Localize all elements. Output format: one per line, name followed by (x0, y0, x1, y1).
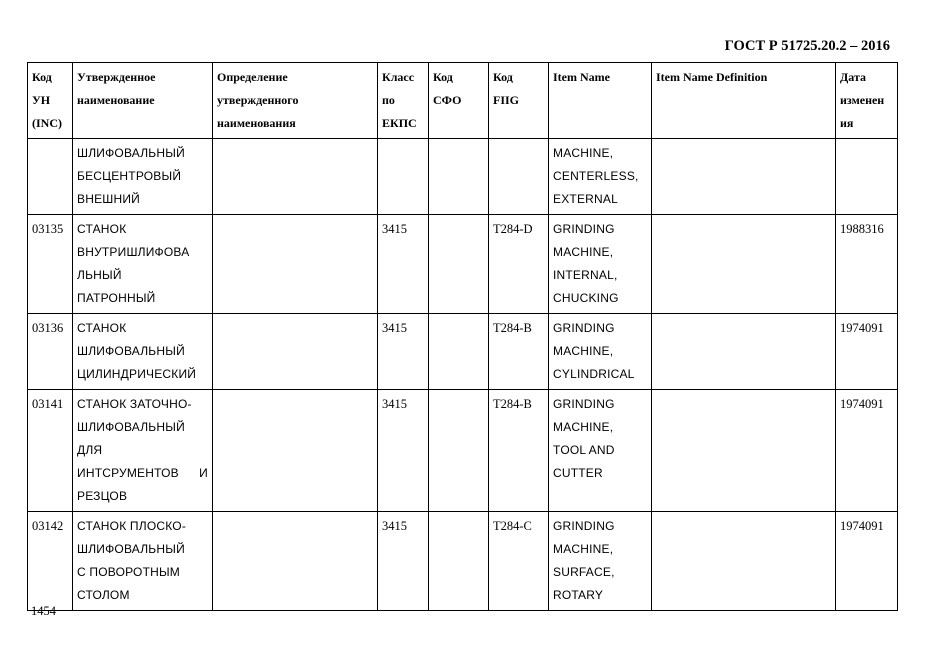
cell-line: ROTARY (553, 588, 604, 602)
approved-name-cell (73, 215, 213, 314)
header-change-date (836, 63, 898, 139)
header-inc-code (28, 63, 73, 139)
cell-line: CYLINDRICAL (553, 367, 635, 381)
cell-line: GRINDING (553, 519, 615, 533)
header-line: СФО (433, 93, 462, 107)
change-date-cell (836, 139, 898, 215)
cell-line: ПАТРОННЫЙ (77, 291, 156, 305)
cell-line: ИНТСРУМЕНТОВ И (77, 466, 208, 480)
approved-name-cell (73, 390, 213, 512)
cell-line: MACHINE, (553, 542, 614, 556)
header-line: Код (493, 70, 513, 84)
cell-line: С ПОВОРОТНЫМ (77, 565, 180, 579)
cell-line: CUTTER (553, 466, 603, 480)
approved-name-cell (73, 139, 213, 215)
header-line: утвержденного (217, 93, 299, 107)
cell-line: CHUCKING (553, 291, 619, 305)
approved-name-cell (73, 512, 213, 611)
cell-line: СТАНОК ПЛОСКО- (77, 519, 187, 533)
header-class (378, 63, 429, 139)
table-row (28, 215, 898, 314)
approved-name-cell (73, 314, 213, 390)
fiig-code-cell (489, 139, 549, 215)
header-line: Определение (217, 70, 288, 84)
header-row (28, 63, 898, 139)
cell-line: MACHINE, (553, 146, 614, 160)
header-line: FIIG (493, 93, 520, 107)
class-cell: 3415 (378, 390, 429, 512)
header-line: ия (840, 116, 854, 130)
cell-line: СТОЛОМ (77, 588, 130, 602)
cell-line: ШЛИФОВАЛЬНЫЙ (77, 542, 185, 556)
table-header (28, 63, 898, 139)
cell-line: TOOL AND (553, 443, 615, 457)
header-line: наименование (77, 93, 155, 107)
inc-code-cell: 03141 (28, 390, 73, 512)
header-line: УН (32, 93, 51, 107)
item-name-cell (549, 390, 652, 512)
cell-line: GRINDING (553, 397, 615, 411)
item-name-cell (549, 314, 652, 390)
cell-line: EXTERNAL (553, 192, 618, 206)
table-row (28, 512, 898, 611)
cell-line: GRINDING (553, 222, 615, 236)
definition-cell (213, 314, 378, 390)
document-code: ГОСТ Р 51725.20.2 – 2016 (724, 38, 890, 54)
cell-line: СТАНОК (77, 321, 127, 335)
item-name-definition-cell (652, 512, 836, 611)
sfo-code-cell (429, 139, 489, 215)
cell-line: ДЛЯ (77, 443, 103, 457)
change-date-cell: 1974091 (836, 390, 898, 512)
sfo-code-cell (429, 314, 489, 390)
cell-line: ВНЕШНИЙ (77, 192, 140, 206)
header-line: по (382, 93, 395, 107)
sfo-code-cell (429, 215, 489, 314)
cell-line: GRINDING (553, 321, 615, 335)
cell-line: БЕСЦЕНТРОВЫЙ (77, 169, 182, 183)
item-name-cell (549, 215, 652, 314)
table-row (28, 314, 898, 390)
table-body (28, 139, 898, 611)
change-date-cell: 1974091 (836, 512, 898, 611)
item-name-definition-cell (652, 139, 836, 215)
item-name-definition-cell (652, 314, 836, 390)
class-cell (378, 139, 429, 215)
cell-line: MACHINE, (553, 245, 614, 259)
sfo-code-cell (429, 390, 489, 512)
class-cell: 3415 (378, 314, 429, 390)
cell-line: ЦИЛИНДРИЧЕСКИЙ (77, 367, 197, 381)
catalog-table (27, 62, 898, 611)
header-definition (213, 63, 378, 139)
header-line: Утвержденное (77, 70, 156, 84)
header-line: Item Name Definition (656, 70, 768, 84)
header-item-name-definition (652, 63, 836, 139)
fiig-code-cell: T284-C (489, 512, 549, 611)
inc-code-cell: 03142 (28, 512, 73, 611)
cell-line: ШЛИФОВАЛЬНЫЙ (77, 420, 185, 434)
header-approved-name (73, 63, 213, 139)
cell-line: ШЛИФОВАЛЬНЫЙ (77, 146, 185, 160)
cell-line: MACHINE, (553, 420, 614, 434)
header-line: Код (32, 70, 52, 84)
header-line: Item Name (553, 70, 610, 84)
item-name-cell (549, 512, 652, 611)
class-cell: 3415 (378, 215, 429, 314)
header-sfo-code (429, 63, 489, 139)
definition-cell (213, 215, 378, 314)
cell-line: MACHINE, (553, 344, 614, 358)
cell-line: СТАНОК (77, 222, 127, 236)
header-line: ЕКПС (382, 116, 417, 130)
cell-line: SURFACE, (553, 565, 615, 579)
fiig-code-cell: T284-D (489, 215, 549, 314)
header-line: Класс (382, 70, 415, 84)
fiig-code-cell: T284-B (489, 390, 549, 512)
page-number: 1454 (31, 604, 56, 618)
definition-cell (213, 390, 378, 512)
header-fiig-code (489, 63, 549, 139)
item-name-definition-cell (652, 215, 836, 314)
header-line: (INC) (32, 116, 62, 130)
inc-code-cell: 03135 (28, 215, 73, 314)
cell-line: СТАНОК ЗАТОЧНО- (77, 397, 192, 411)
cell-line: CENTERLESS, (553, 169, 639, 183)
inc-code-cell: 03136 (28, 314, 73, 390)
class-cell: 3415 (378, 512, 429, 611)
header-line: изменен (840, 93, 885, 107)
fiig-code-cell: T284-B (489, 314, 549, 390)
cell-line: РЕЗЦОВ (77, 489, 128, 503)
cell-line: ВНУТРИШЛИФОВА (77, 245, 190, 259)
change-date-cell: 1988316 (836, 215, 898, 314)
inc-code-cell (28, 139, 73, 215)
header-item-name (549, 63, 652, 139)
cell-line: INTERNAL, (553, 268, 618, 282)
cell-line: ЛЬНЫЙ (77, 268, 122, 282)
header-line: Дата (840, 70, 866, 84)
change-date-cell: 1974091 (836, 314, 898, 390)
table-row (28, 139, 898, 215)
table-row (28, 390, 898, 512)
header-line: Код (433, 70, 453, 84)
definition-cell (213, 512, 378, 611)
sfo-code-cell (429, 512, 489, 611)
definition-cell (213, 139, 378, 215)
item-name-definition-cell (652, 390, 836, 512)
header-line: наименования (217, 116, 296, 130)
cell-line: ШЛИФОВАЛЬНЫЙ (77, 344, 185, 358)
item-name-cell (549, 139, 652, 215)
